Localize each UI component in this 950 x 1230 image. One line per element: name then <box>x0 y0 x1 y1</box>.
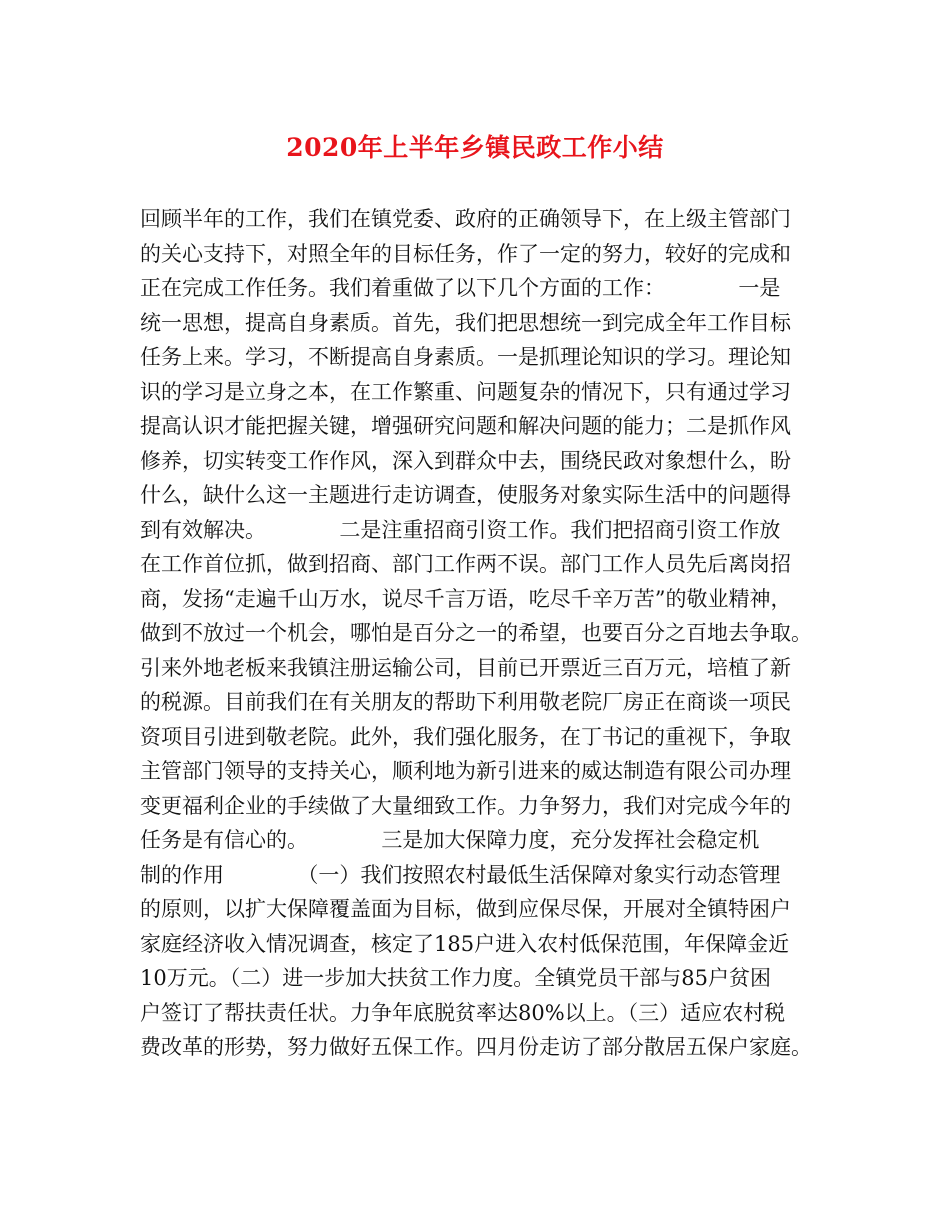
body-text-line: 到有效解决。 二是注重招商引资工作。我们把招商引资工作放 <box>140 517 781 542</box>
body-text-line: 户签订了帮扶责任状。力争年底脱贫率达80%以上。（三）适应农村税 <box>140 1000 786 1025</box>
body-text-line: 正在完成工作任务。我们着重做了以下几个方面的工作： 一是 <box>140 276 781 300</box>
body-text-line: 任务是有信心的。 三是加大保障力度，充分发挥社会稳定机 <box>140 828 760 852</box>
body-text-line: 的关心支持下，对照全年的目标任务，作了一定的努力，较好的完成和 <box>140 241 791 266</box>
body-text-line: 引来外地老板来我镇注册运输公司，目前已开票近三百万元，培植了新 <box>140 655 791 680</box>
body-text-line: 什么，缺什么这一主题进行走访调查，使服务对象实际生活中的问题得 <box>140 483 791 507</box>
body-text-line: 费改革的形势，努力做好五保工作。四月份走访了部分散居五保户家庭。 <box>140 1035 812 1059</box>
document-title: 2020年上半年乡镇民政工作小结 <box>286 133 664 162</box>
body-text-line: 的税源。目前我们在有关朋友的帮助下利用敬老院厂房正在商谈一项民 <box>140 690 791 714</box>
body-text-line: 回顾半年的工作，我们在镇党委、政府的正确领导下，在上级主管部门 <box>140 207 791 231</box>
body-text-line: 的原则，以扩大保障覆盖面为目标，做到应保尽保，开展对全镇特困户 <box>140 897 791 921</box>
document-body <box>140 202 830 1065</box>
body-text-line: 家庭经济收入情况调查，核定了185户进入农村低保范围，年保障金近 <box>140 931 790 956</box>
body-text-line: 变更福利企业的手续做了大量细致工作。力争努力，我们对完成今年的 <box>140 793 791 818</box>
body-text-line: 在工作首位抓，做到招商、部门工作两不误。部门工作人员先后离岗招 <box>140 552 791 576</box>
body-text-line: 任务上来。学习，不断提高自身素质。一是抓理论知识的学习。理论知 <box>140 345 791 369</box>
body-text-line: 10万元。（二）进一步加大扶贫工作力度。全镇党员干部与85户贫困 <box>140 966 771 990</box>
body-text-line: 识的学习是立身之本，在工作繁重、问题复杂的情况下，只有通过学习 <box>140 379 791 404</box>
body-text-line: 资项目引进到敬老院。此外，我们强化服务，在丁书记的重视下，争取 <box>140 724 791 749</box>
body-text-line: 商，发扬“走遍千山万水，说尽千言万语，吃尽千辛万苦”的敬业精神， <box>140 586 792 611</box>
body-text-line: 提高认识才能把握关键，增强研究问题和解决问题的能力；二是抓作风 <box>140 414 791 438</box>
body-text-line: 做到不放过一个机会，哪怕是百分之一的希望，也要百分之百地去争取。 <box>140 621 812 645</box>
body-text-line: 统一思想，提高自身素质。首先，我们把思想统一到完成全年工作目标 <box>140 310 791 335</box>
body-text-line: 制的作用 （一）我们按照农村最低生活保障对象实行动态管理 <box>140 862 781 887</box>
body-text-line: 主管部门领导的支持关心，顺利地为新引进来的威达制造有限公司办理 <box>140 759 791 783</box>
body-text-line: 修养，切实转变工作作风，深入到群众中去，围绕民政对象想什么，盼 <box>140 448 791 473</box>
